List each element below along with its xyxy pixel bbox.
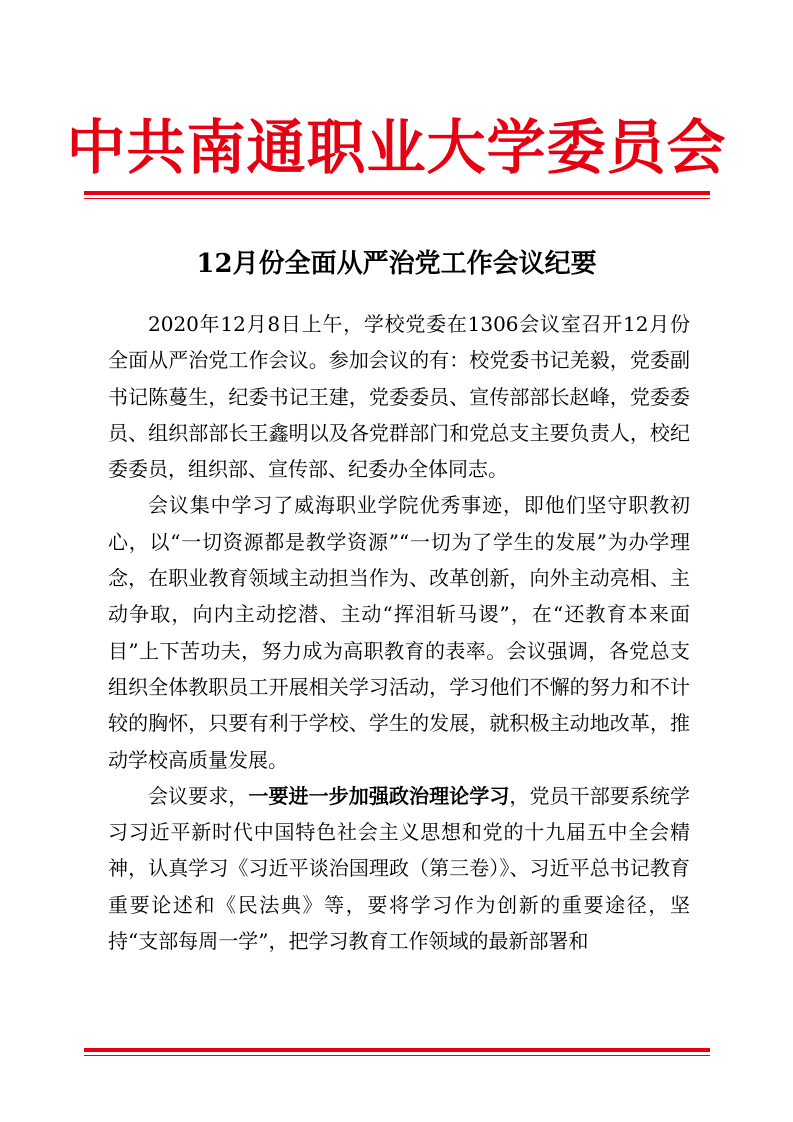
document-title: 12月份全面从严治党工作会议纪要 [196, 249, 597, 279]
paragraph-1 [108, 306, 690, 487]
paragraph-2-text: 会议集中学习了威海职业学院优秀事迹，即他们坚守职教初心，以“一切资源都是教学资源”“一切为了学生的发展”为办学理念，在职业教育领域主动担当作为、改革创新，向外主动亮相、主动争取，向内主动挖潜、主动“挥泪斩马谡”，在“还教育本来面目”上下苦功夫，努力成为高职教育的表率。会议强调，各党总支组织全体教职员工开展相关学习活动，学习他们不懈的努力和不计较的胸怀，只要有利于学校、学生的发展，就积极主动地改革，推动学校高质量发展。 [108, 493, 690, 772]
paragraph-2 [108, 487, 690, 777]
letterhead-rule-thin [84, 198, 710, 199]
paragraph-1-text: 2020年12月8日上午，学校党委在1306会议室召开12月份全面从严治党工作会议。参加会议的有：校党委书记羌毅，党委副书记陈蔓生，纪委书记王建，党委委员、宣传部部长赵峰，党委委员、组织部部长王鑫明以及各党群部门和党总支主要负责人，校纪委委员，组织部、宣传部、纪委办全体同志。 [108, 312, 690, 482]
footer-rule-thin [84, 1055, 710, 1056]
footer-rule-thick [84, 1048, 710, 1052]
paragraph-3-text: ，党员干部要系统学习习近平新时代中国特色社会主义思想和党的十九届五中全会精神，认真学习《习近平谈治国理政（第三卷）》、习近平总书记教育重要论述和《民法典》等，要将学习作为创新的重要途径，坚持“支部每周一学”，把学习教育工作领域的最新部署和 [108, 783, 691, 954]
letterhead-title: 中共南通职业大学委员会 [66, 113, 727, 182]
paragraph-3-lead: 会议要求， [148, 783, 249, 808]
paragraph-3-emphasis: 一要进一步加强政治理论学习 [248, 783, 510, 808]
letterhead-rule-thick [84, 191, 710, 195]
paragraph-3 [108, 778, 690, 959]
document-body [108, 306, 690, 959]
